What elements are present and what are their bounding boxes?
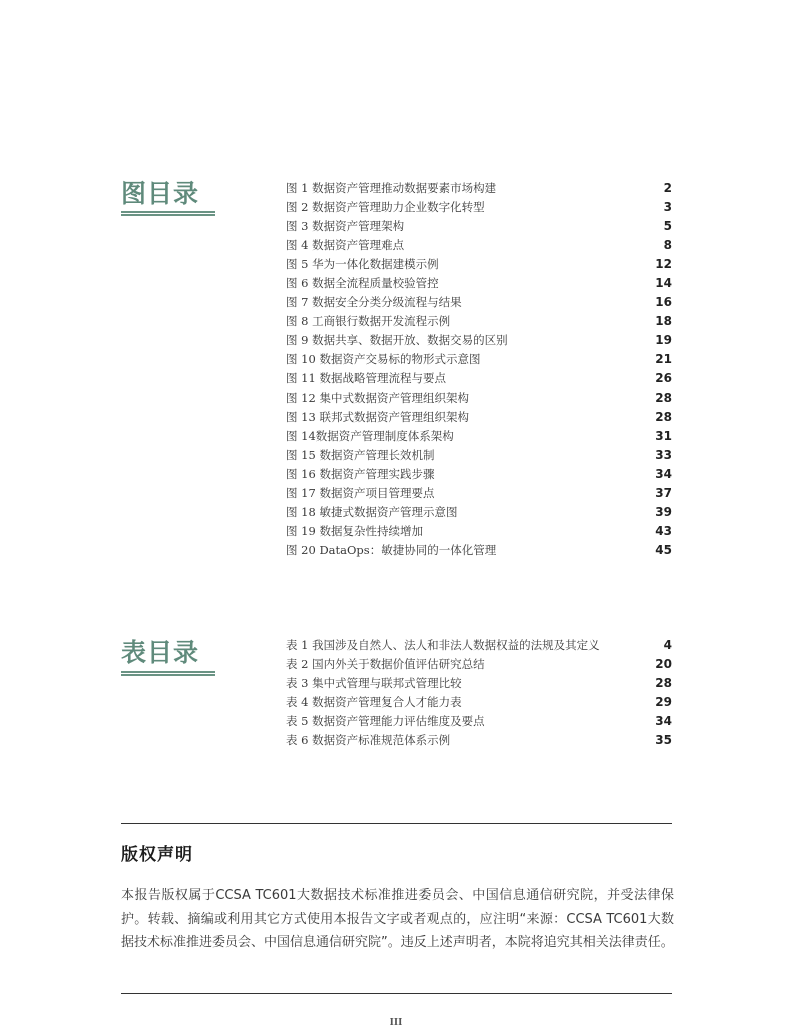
toc-entry-label: 图 15 数据资产管理长效机制 (286, 447, 435, 462)
toc-entry-label: 图 14数据资产管理制度体系架构 (286, 428, 454, 443)
copyright-top-divider (121, 823, 672, 824)
toc-entry-page: 5 (663, 218, 672, 233)
figures-heading-underline (121, 211, 215, 216)
toc-entry-table-4[interactable] (286, 692, 672, 711)
toc-entry-page: 28 (655, 409, 672, 424)
toc-entry-figure-8[interactable] (286, 312, 672, 331)
toc-entry-label: 图 6 数据全流程质量校验管控 (286, 276, 439, 291)
toc-entry-figure-7[interactable] (286, 293, 672, 312)
figures-toc-list (286, 178, 672, 560)
toc-entry-label: 图 12 集中式数据资产管理组织架构 (286, 390, 469, 405)
toc-entry-figure-16[interactable] (286, 464, 672, 483)
toc-entry-label: 图 13 联邦式数据资产管理组织架构 (286, 409, 469, 424)
toc-entry-label: 图 8 工商银行数据开发流程示例 (286, 314, 451, 329)
toc-entry-figure-18[interactable] (286, 503, 672, 522)
toc-entry-page: 3 (663, 199, 672, 214)
toc-entry-page: 28 (655, 390, 672, 405)
toc-entry-figure-20[interactable] (286, 541, 672, 560)
toc-entry-figure-5[interactable] (286, 254, 672, 273)
toc-entry-figure-9[interactable] (286, 331, 672, 350)
toc-entry-figure-1[interactable] (286, 178, 672, 197)
toc-entry-figure-19[interactable] (286, 522, 672, 541)
toc-entry-page: 34 (655, 466, 672, 481)
toc-entry-page: 43 (655, 524, 672, 539)
tables-toc-list (286, 635, 672, 750)
tables-heading-underline (121, 671, 215, 676)
toc-entry-page: 2 (663, 180, 672, 195)
toc-entry-label: 图 3 数据资产管理架构 (286, 218, 405, 233)
toc-entry-figure-15[interactable] (286, 445, 672, 464)
toc-entry-page: 31 (655, 428, 672, 443)
toc-entry-figure-14[interactable] (286, 426, 672, 445)
toc-entry-page: 26 (655, 371, 672, 386)
toc-entry-table-6[interactable] (286, 730, 672, 749)
figures-toc-heading: 图目录 (121, 179, 200, 208)
toc-entry-page: 29 (655, 694, 672, 709)
toc-entry-label: 表 6 数据资产标准规范体系示例 (286, 733, 451, 748)
toc-entry-page: 16 (655, 295, 672, 310)
toc-entry-page: 28 (655, 675, 672, 690)
toc-entry-label: 图 19 数据复杂性持续增加 (286, 524, 423, 539)
toc-entry-label: 图 4 数据资产管理难点 (286, 237, 405, 252)
toc-entry-figure-10[interactable] (286, 350, 672, 369)
toc-entry-page: 18 (655, 314, 672, 329)
copyright-title: 版权声明 (121, 845, 193, 865)
toc-entry-figure-17[interactable] (286, 484, 672, 503)
toc-entry-figure-13[interactable] (286, 407, 672, 426)
toc-entry-page: 19 (655, 333, 672, 348)
toc-entry-label: 图 1 数据资产管理推动数据要素市场构建 (286, 180, 497, 195)
toc-entry-label: 图 16 数据资产管理实践步骤 (286, 466, 435, 481)
toc-entry-label: 图 20 DataOps：敏捷协同的一体化管理 (286, 543, 497, 558)
toc-entry-label: 图 18 敏捷式数据资产管理示意图 (286, 505, 458, 520)
toc-entry-table-1[interactable] (286, 635, 672, 654)
toc-entry-figure-2[interactable] (286, 197, 672, 216)
page-number: III (389, 1018, 403, 1028)
toc-entry-page: 21 (655, 352, 672, 367)
toc-entry-page: 45 (655, 543, 672, 558)
toc-entry-label: 图 7 数据安全分类分级流程与结果 (286, 295, 462, 310)
tables-toc-heading: 表目录 (121, 638, 200, 667)
toc-entry-label: 图 11 数据战略管理流程与要点 (286, 371, 446, 386)
toc-entry-label: 表 1 我国涉及自然人、法人和非法人数据权益的法规及其定义 (286, 637, 600, 652)
toc-entry-label: 表 5 数据资产管理能力评估维度及要点 (286, 713, 485, 728)
toc-entry-page: 35 (655, 733, 672, 748)
toc-entry-page: 4 (663, 637, 672, 652)
toc-entry-page: 39 (655, 505, 672, 520)
toc-entry-page: 8 (663, 237, 672, 252)
toc-entry-table-2[interactable] (286, 654, 672, 673)
toc-entry-label: 图 17 数据资产项目管理要点 (286, 486, 435, 501)
toc-entry-page: 37 (655, 486, 672, 501)
toc-entry-label: 图 2 数据资产管理助力企业数字化转型 (286, 199, 485, 214)
toc-entry-label: 图 9 数据共享、数据开放、数据交易的区别 (286, 333, 508, 348)
toc-entry-page: 20 (655, 656, 672, 671)
toc-entry-page: 14 (655, 276, 672, 291)
toc-entry-figure-6[interactable] (286, 273, 672, 292)
toc-entry-table-3[interactable] (286, 673, 672, 692)
toc-entry-figure-3[interactable] (286, 216, 672, 235)
toc-entry-label: 表 3 集中式管理与联邦式管理比较 (286, 675, 462, 690)
toc-entry-page: 33 (655, 447, 672, 462)
toc-entry-figure-4[interactable] (286, 235, 672, 254)
toc-entry-figure-11[interactable] (286, 369, 672, 388)
toc-entry-label: 表 2 国内外关于数据价值评估研究总结 (286, 656, 485, 671)
copyright-bottom-divider (121, 993, 672, 994)
toc-entry-label: 表 4 数据资产管理复合人才能力表 (286, 694, 462, 709)
toc-entry-label: 图 10 数据资产交易标的物形式示意图 (286, 352, 481, 367)
toc-entry-page: 12 (655, 256, 672, 271)
toc-entry-page: 34 (655, 713, 672, 728)
toc-entry-label: 图 5 华为一体化数据建模示例 (286, 256, 439, 271)
copyright-body: 本报告版权属于CCSA TC601大数据技术标准推进委员会、中国信息通信研究院，并受法律保护。转载、摘编或利用其它方式使用本报告文字或者观点的，应注明“来源：CCSA TC601大数据技术标准推进委员会、中国信息通信研究院”。违反上述声明者，本院将追究其相关法律责任。 (121, 888, 674, 950)
toc-entry-table-5[interactable] (286, 711, 672, 730)
toc-entry-figure-12[interactable] (286, 388, 672, 407)
